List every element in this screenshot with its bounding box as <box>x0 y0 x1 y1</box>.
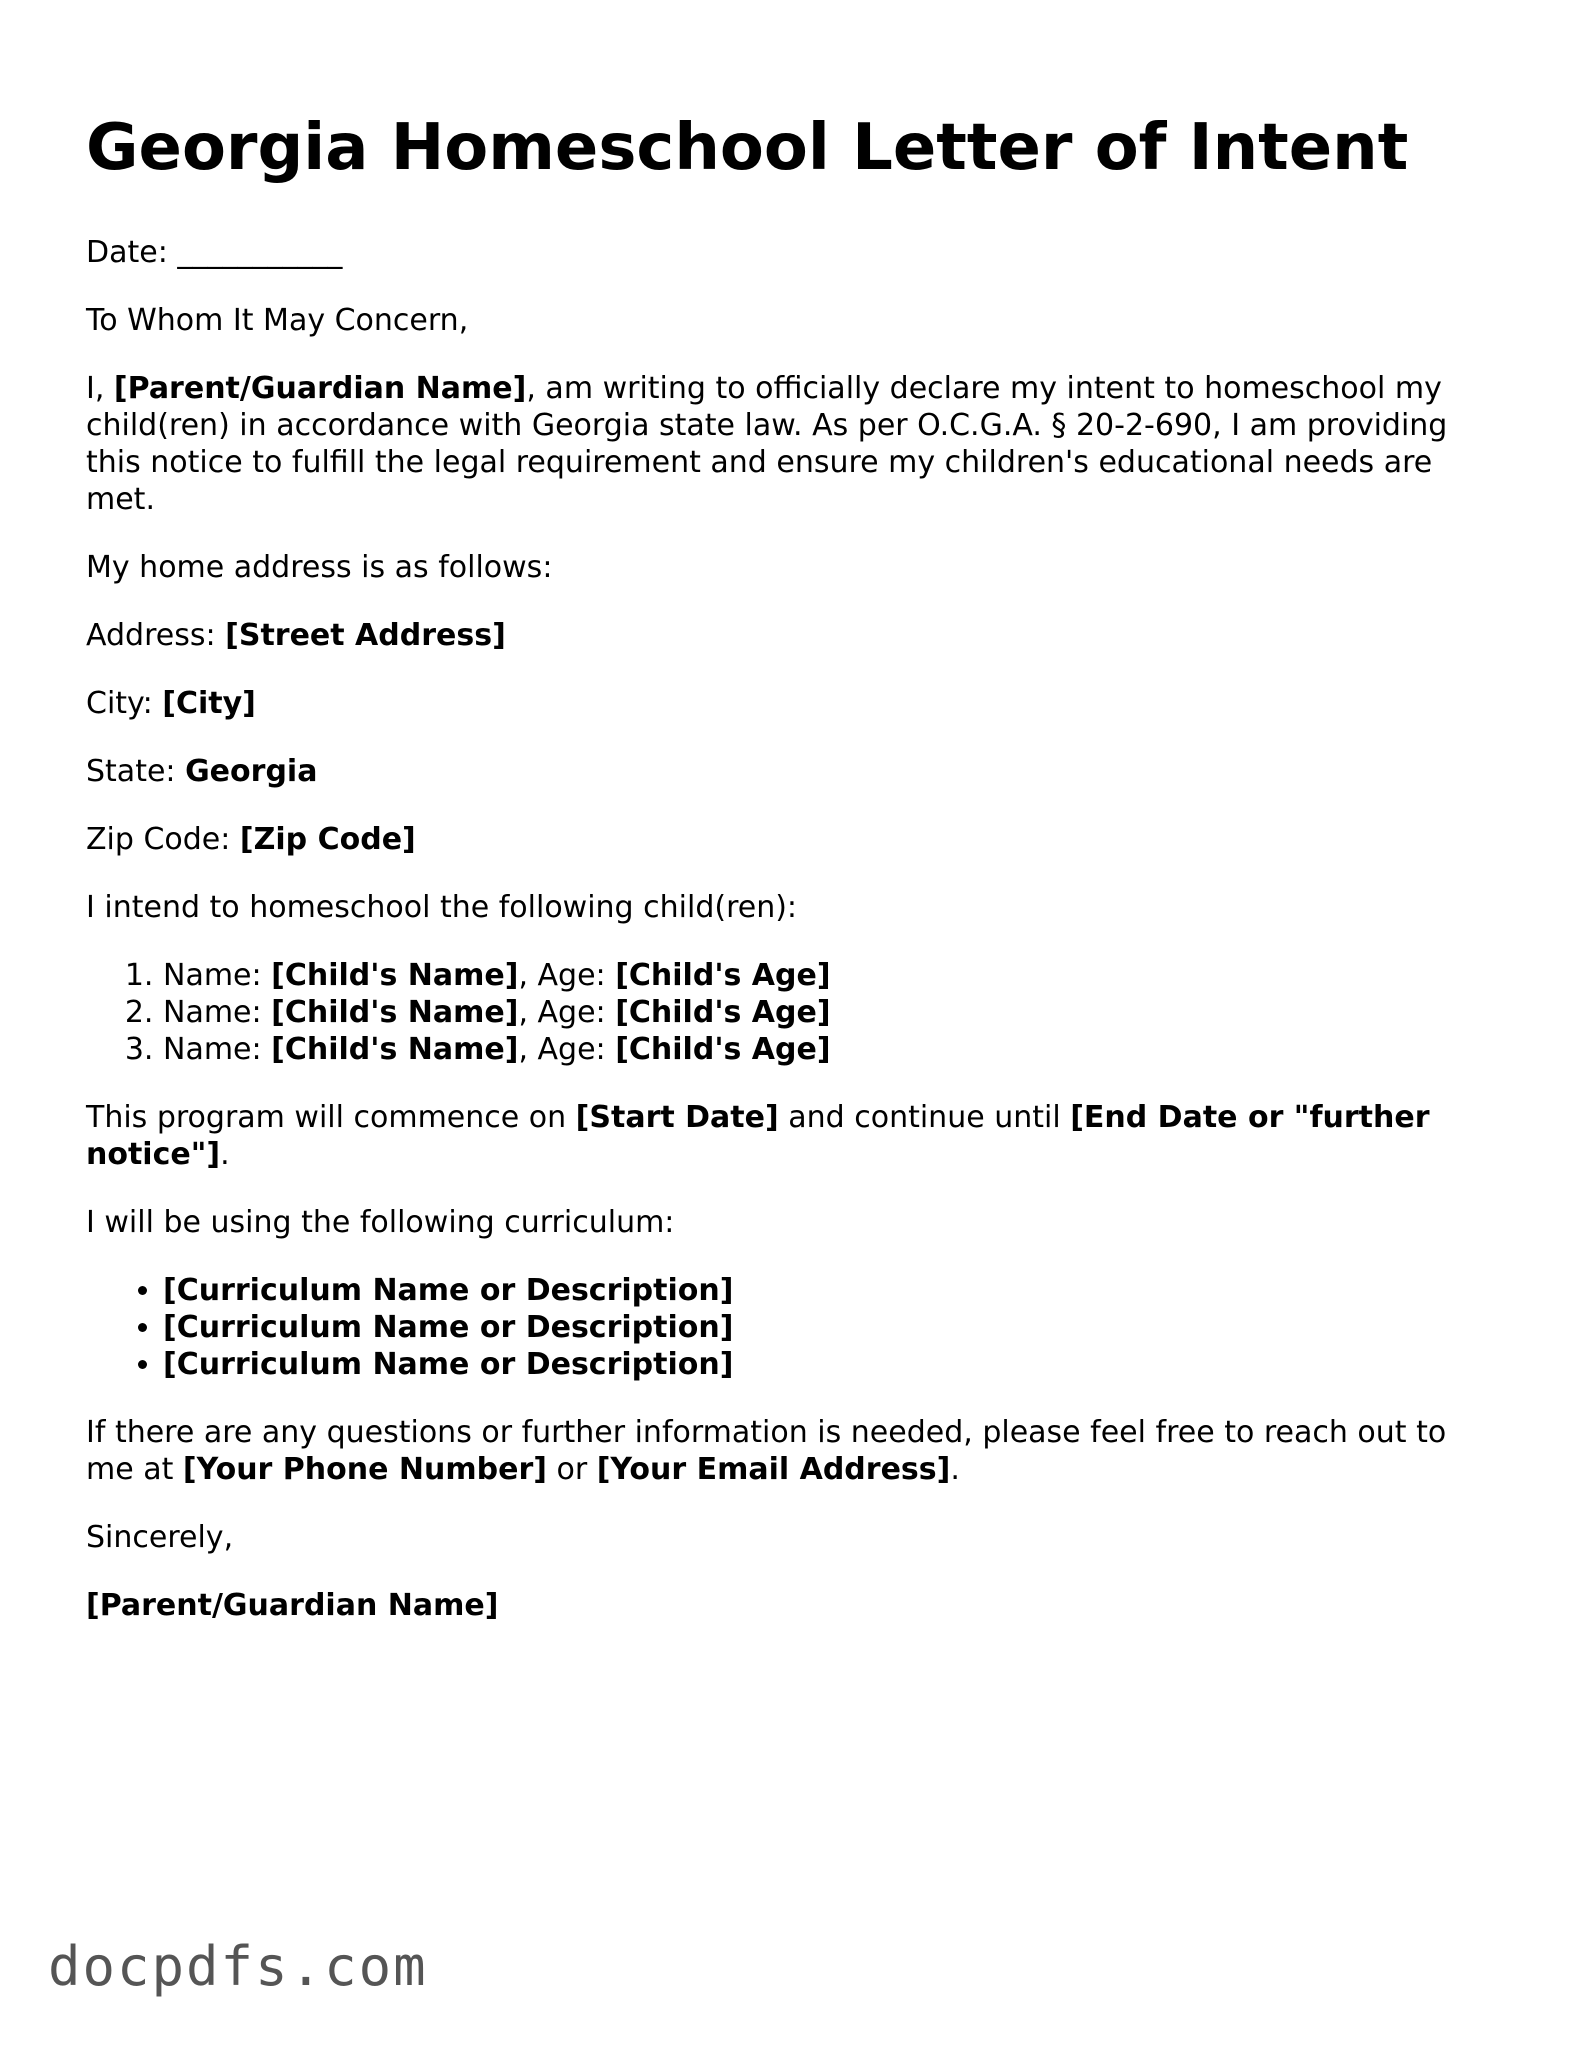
zip-line <box>86 821 1498 858</box>
contact-email: [Your Email Address] <box>596 1452 951 1487</box>
curriculum-item-text: [Curriculum Name or Description] <box>163 1273 734 1308</box>
state-value: Georgia <box>185 754 318 789</box>
child-age: [Child's Age] <box>615 1032 831 1067</box>
contact-pre: If there are any questions or further information is needed, please feel free to reach out to me at <box>86 1415 1447 1487</box>
program-pre: This program will commence on <box>86 1100 576 1135</box>
city-line <box>86 685 1498 722</box>
contact-paragraph <box>86 1414 1498 1488</box>
date-blank: ___________ <box>177 235 343 270</box>
salutation: To Whom It May Concern, <box>86 303 469 338</box>
address-label: Address: <box>86 618 226 653</box>
page-title: Georgia Homeschool Letter of Intent <box>86 111 1409 185</box>
child-item <box>163 957 1498 994</box>
program-paragraph <box>86 1099 1498 1173</box>
date-line <box>86 234 1498 271</box>
child-item <box>163 994 1498 1031</box>
curriculum-item-text: [Curriculum Name or Description] <box>163 1310 734 1345</box>
state-line <box>86 753 1498 790</box>
program-mid: and continue until <box>778 1100 1071 1135</box>
curriculum-list <box>86 1272 1498 1383</box>
letter-page <box>86 105 1498 1655</box>
child-name-label: Name: <box>163 958 272 993</box>
intro-parent-name: [Parent/Guardian Name] <box>113 371 527 406</box>
child-age-label: , Age: <box>518 995 616 1030</box>
child-name-label: Name: <box>163 995 272 1030</box>
children-list <box>86 957 1498 1068</box>
curriculum-item <box>163 1346 1498 1383</box>
child-age-label: , Age: <box>518 958 616 993</box>
intro-pre: I, <box>86 371 114 406</box>
child-name: [Child's Name] <box>271 958 519 993</box>
curriculum-item <box>163 1272 1498 1309</box>
children-intro: I intend to homeschool the following child(ren): <box>86 890 798 925</box>
closing: Sincerely, <box>86 1520 234 1555</box>
program-end: [End Date or "further notice"] <box>86 1100 1430 1172</box>
curriculum-item <box>163 1309 1498 1346</box>
date-label: Date: <box>86 235 178 270</box>
zip-label: Zip Code: <box>86 822 240 857</box>
child-name-label: Name: <box>163 1032 272 1067</box>
zip-value: [Zip Code] <box>239 822 416 857</box>
curriculum-item-text: [Curriculum Name or Description] <box>163 1347 734 1382</box>
contact-mid: or <box>546 1452 597 1487</box>
state-label: State: <box>86 754 186 789</box>
signature-name: [Parent/Guardian Name] <box>86 1588 499 1623</box>
intro-post: , am writing to officially declare my intent to homeschool my child(ren) in accordance with Georgia state law. As per O.C.G.A. § 20-2-690, I am providing this notice to fulfill the legal requirement and ensure my children's educational needs are met. <box>86 371 1448 517</box>
child-age: [Child's Age] <box>615 958 831 993</box>
address-value: [Street Address] <box>225 618 506 653</box>
child-age-label: , Age: <box>518 1032 616 1067</box>
contact-phone: [Your Phone Number] <box>182 1452 547 1487</box>
address-line <box>86 617 1498 654</box>
city-value: [City] <box>162 686 256 721</box>
child-age: [Child's Age] <box>615 995 831 1030</box>
contact-post: . <box>950 1452 960 1487</box>
child-item <box>163 1031 1498 1068</box>
address-intro: My home address is as follows: <box>86 550 553 585</box>
program-post: . <box>220 1137 230 1172</box>
intro-paragraph <box>86 370 1498 518</box>
city-label: City: <box>86 686 163 721</box>
watermark: docpdfs.com <box>48 1935 428 1998</box>
child-name: [Child's Name] <box>271 995 519 1030</box>
program-start: [Start Date] <box>575 1100 779 1135</box>
signature <box>86 1587 1498 1624</box>
child-name: [Child's Name] <box>271 1032 519 1067</box>
curriculum-intro: I will be using the following curriculum: <box>86 1205 675 1240</box>
